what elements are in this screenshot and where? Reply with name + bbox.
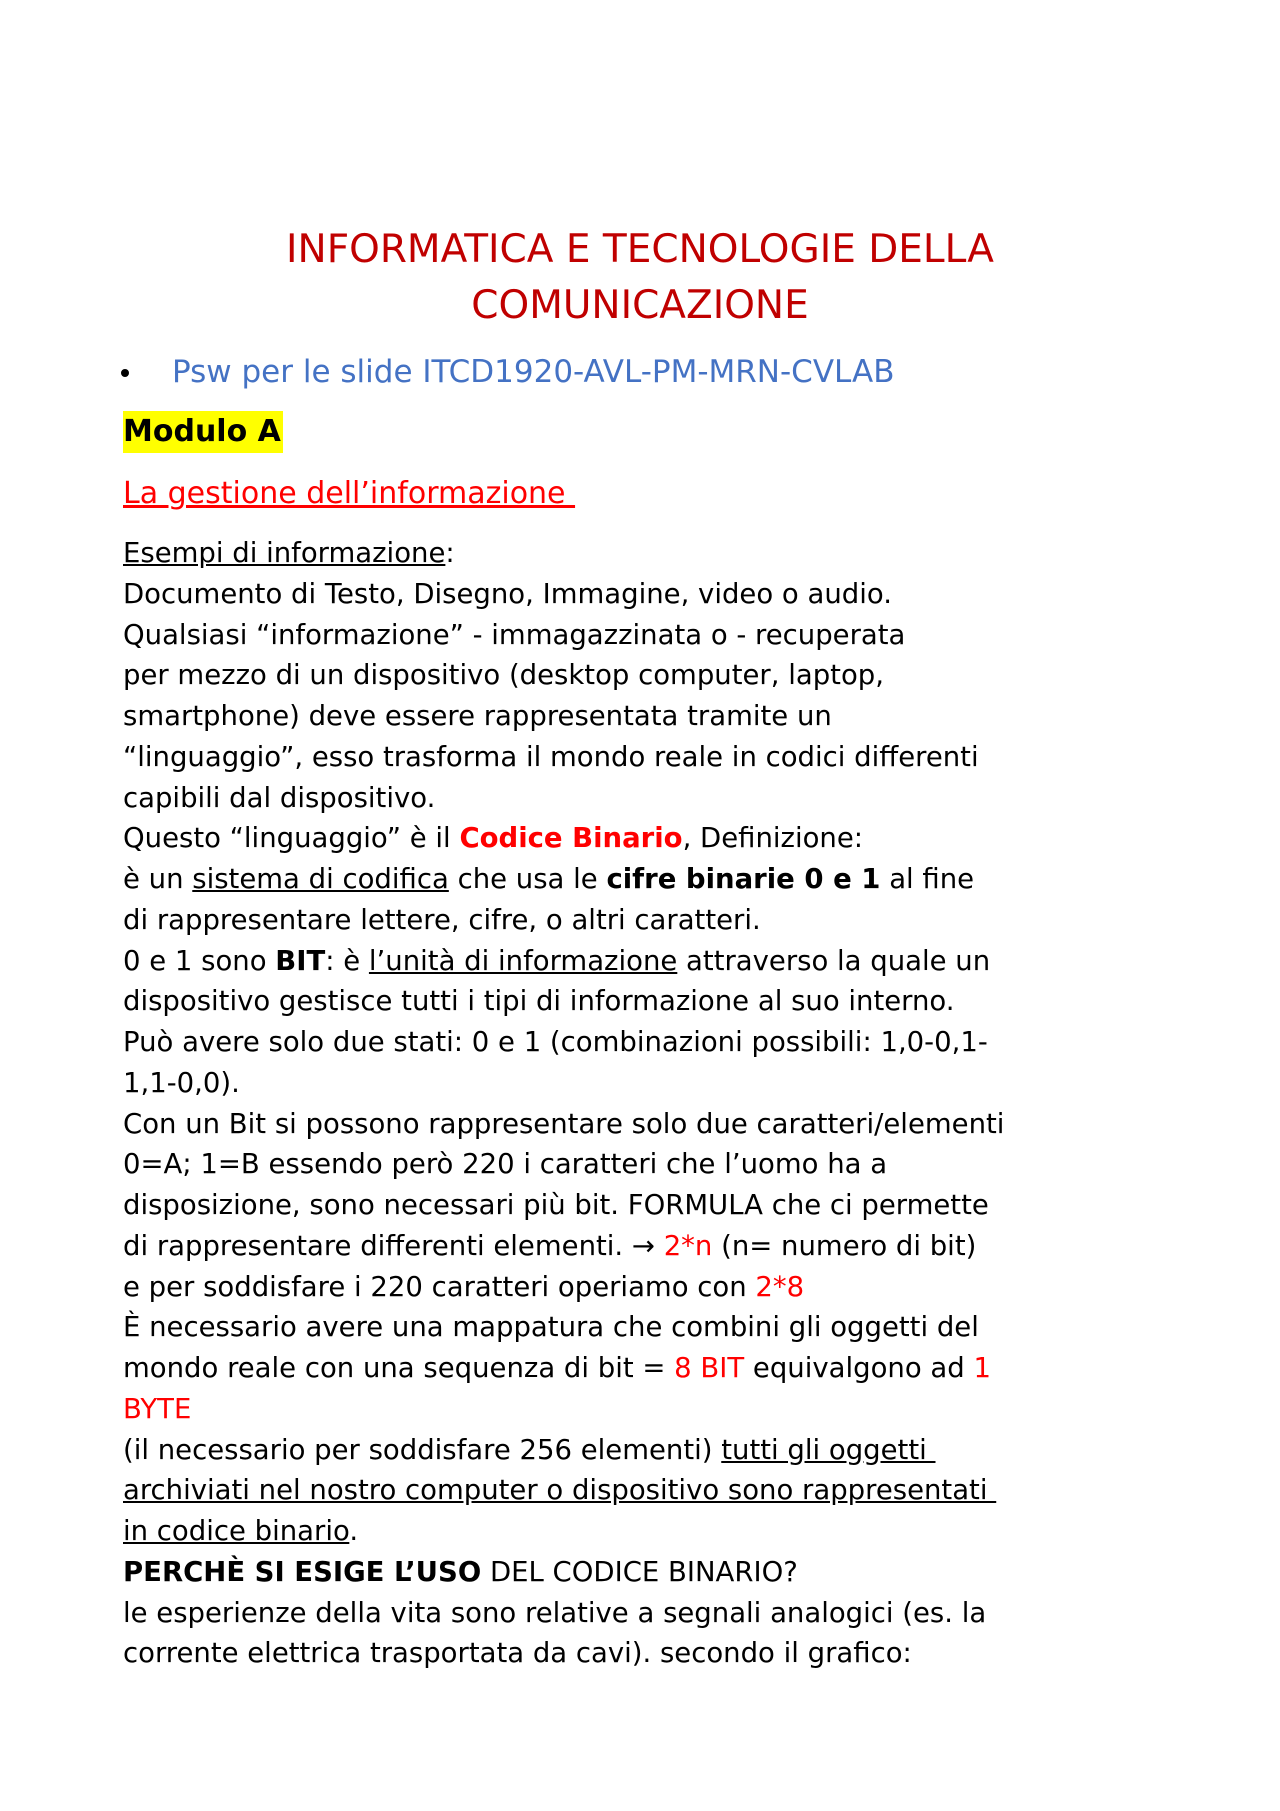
text: equivalgono ad bbox=[744, 1352, 974, 1384]
password-note: Psw per le slide ITCD1920-AVL-PM-MRN-CVLAB bbox=[172, 354, 895, 390]
underlined-text: l’unità di informazione bbox=[368, 944, 678, 977]
text: al fine bbox=[880, 863, 975, 895]
body-line: Con un Bit si possono rappresentare solo due caratteri/elementi bbox=[123, 1107, 1005, 1140]
body-line: “linguaggio”, esso trasforma il mondo reale in codici differenti bbox=[123, 740, 979, 773]
body-line bbox=[123, 859, 1004, 900]
body-line: Documento di Testo, Disegno, Immagine, video o audio. bbox=[123, 577, 892, 610]
body-line bbox=[123, 1226, 1004, 1267]
body-line: Qualsiasi “informazione” - immagazzinata o - recuperata bbox=[123, 618, 906, 651]
text: (n= numero di bit) bbox=[712, 1229, 977, 1262]
text: e per soddisfare i 220 caratteri operiamo con bbox=[123, 1270, 756, 1303]
body-line: disposizione, sono necessari più bit. FORMULA che ci permette bbox=[123, 1189, 989, 1221]
body-line: di rappresentare lettere, cifre, o altri caratteri. bbox=[123, 903, 761, 936]
bold-text: PERCHÈ SI ESIGE L’USO bbox=[123, 1555, 482, 1588]
body-line bbox=[123, 941, 1004, 982]
body-line: archiviati nel nostro computer o dispositivo sono rappresentati bbox=[123, 1474, 997, 1507]
document-title-line-2: COMUNICAZIONE bbox=[471, 283, 809, 328]
text: . bbox=[349, 1515, 359, 1547]
body-line bbox=[123, 1430, 1004, 1471]
body-line bbox=[123, 1348, 1004, 1389]
text: è un bbox=[123, 863, 193, 895]
section-heading: La gestione dell’informazione bbox=[123, 476, 576, 511]
body-line: per mezzo di un dispositivo (desktop computer, laptop, bbox=[123, 659, 884, 692]
body-line: BYTE bbox=[123, 1392, 192, 1425]
underlined-text: tutti gli oggetti bbox=[721, 1433, 936, 1466]
underlined-text: sistema di codifica bbox=[192, 863, 449, 895]
text: : bbox=[445, 537, 455, 569]
body-line bbox=[123, 1267, 1004, 1308]
body-line: dispositivo gestisce tutti i tipi di informazione al suo interno. bbox=[123, 985, 955, 1018]
underlined-text: in codice binario bbox=[123, 1515, 350, 1547]
body-line bbox=[123, 818, 1004, 859]
highlight-term: Codice Binario bbox=[459, 822, 683, 855]
text: , Definizione: bbox=[682, 822, 864, 855]
text: mondo reale con una sequenza di bit = bbox=[123, 1352, 675, 1384]
formula-text: 2*8 bbox=[755, 1270, 805, 1303]
body-line: 1,1-0,0). bbox=[123, 1066, 240, 1099]
body-line: corrente elettrica trasportata da cavi). secondo il grafico: bbox=[123, 1637, 912, 1670]
text: che usa le bbox=[448, 863, 607, 895]
bold-text: BIT bbox=[275, 944, 326, 977]
text: (il necessario per soddisfare 256 elementi) bbox=[123, 1433, 722, 1466]
formula-text: 2*n bbox=[663, 1229, 713, 1262]
module-heading: Modulo A bbox=[123, 411, 283, 453]
body-line: capibili dal dispositivo. bbox=[123, 781, 436, 814]
body-line: 0=A; 1=B essendo però 220 i caratteri che l’uomo ha a bbox=[123, 1148, 888, 1181]
red-text: 8 BIT bbox=[674, 1352, 745, 1384]
body-line: È necessario avere una mappatura che combini gli oggetti del bbox=[123, 1311, 979, 1344]
body-line bbox=[123, 533, 1004, 574]
text: DEL CODICE BINARIO? bbox=[481, 1555, 798, 1588]
document-body bbox=[123, 533, 1004, 1674]
body-line: smartphone) deve essere rappresentata tramite un bbox=[123, 700, 832, 732]
bullet-icon bbox=[121, 369, 129, 377]
bold-text: cifre binarie 0 e 1 bbox=[606, 863, 881, 895]
body-line: Può avere solo due stati: 0 e 1 (combinazioni possibili: 1,0-0,1- bbox=[123, 1026, 988, 1058]
text: 0 e 1 sono bbox=[123, 944, 276, 977]
text: Questo “linguaggio” è il bbox=[123, 822, 460, 855]
underlined-text: Esempi di informazione bbox=[123, 537, 446, 569]
red-text: 1 bbox=[973, 1352, 991, 1384]
text: : è bbox=[325, 944, 369, 977]
document-title-line-1: INFORMATICA E TECNOLOGIE DELLA bbox=[286, 227, 994, 272]
body-line: le esperienze della vita sono relative a segnali analogici (es. la bbox=[123, 1596, 987, 1629]
text: attraverso la quale un bbox=[677, 944, 991, 977]
text: di rappresentare differenti elementi. → bbox=[123, 1229, 664, 1262]
body-line bbox=[123, 1511, 1004, 1552]
body-line bbox=[123, 1552, 1004, 1593]
